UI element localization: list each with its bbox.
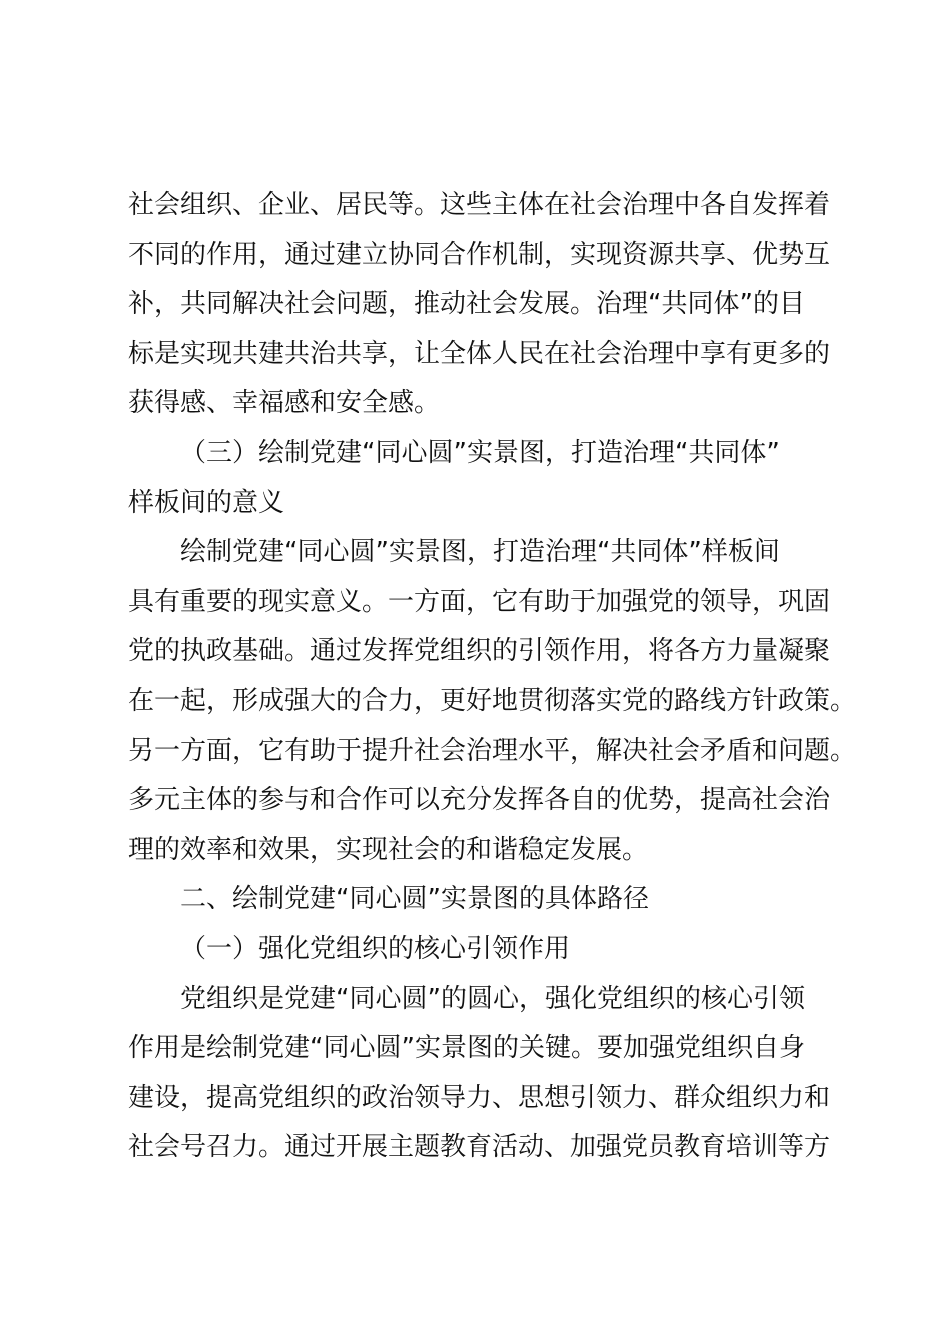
- section-heading-line: （三）绘制党建“同心圆”实景图，打造治理“共同体”: [180, 437, 780, 468]
- section-heading: （一）强化党组织的核心引领作用: [180, 933, 571, 964]
- body-line: 多元主体的参与和合作可以充分发挥各自的优势，提高社会治: [128, 785, 831, 816]
- body-line: 绘制党建“同心圆”实景图，打造治理“共同体”样板间: [180, 537, 780, 568]
- body-line: 理的效率和效果，实现社会的和谐稳定发展。: [128, 834, 649, 865]
- section-heading-line: 样板间的意义: [128, 487, 285, 518]
- body-line: 党的执政基础。通过发挥党组织的引领作用，将各方力量凝聚: [128, 636, 831, 667]
- body-line: 具有重要的现实意义。一方面，它有助于加强党的领导，巩固: [128, 586, 831, 617]
- chapter-heading: 二、绘制党建“同心圆”实景图的具体路径: [180, 884, 649, 915]
- body-line: 获得感、幸福感和安全感。: [128, 388, 441, 419]
- body-line: 标是实现共建共治共享，让全体人民在社会治理中享有更多的: [128, 338, 831, 369]
- body-line: 建设，提高党组织的政治领导力、思想引领力、群众组织力和: [128, 1082, 831, 1113]
- body-line: 社会号召力。通过开展主题教育活动、加强党员教育培训等方: [128, 1132, 831, 1163]
- body-line: 不同的作用，通过建立协同合作机制，实现资源共享、优势互: [128, 239, 831, 270]
- body-line: 补，共同解决社会问题，推动社会发展。治理“共同体”的目: [128, 289, 805, 320]
- body-line: 在一起，形成强大的合力，更好地贯彻落实党的路线方针政策。: [128, 685, 857, 716]
- body-line: 社会组织、企业、居民等。这些主体在社会治理中各自发挥着: [128, 190, 831, 220]
- body-line: 作用是绘制党建“同心圆”实景图的关键。要加强党组织自身: [128, 1033, 805, 1064]
- document-body: [128, 181, 857, 1173]
- body-line: 党组织是党建“同心圆”的圆心，强化党组织的核心引领: [180, 983, 805, 1014]
- body-line: 另一方面，它有助于提升社会治理水平，解决社会矛盾和问题。: [128, 735, 857, 766]
